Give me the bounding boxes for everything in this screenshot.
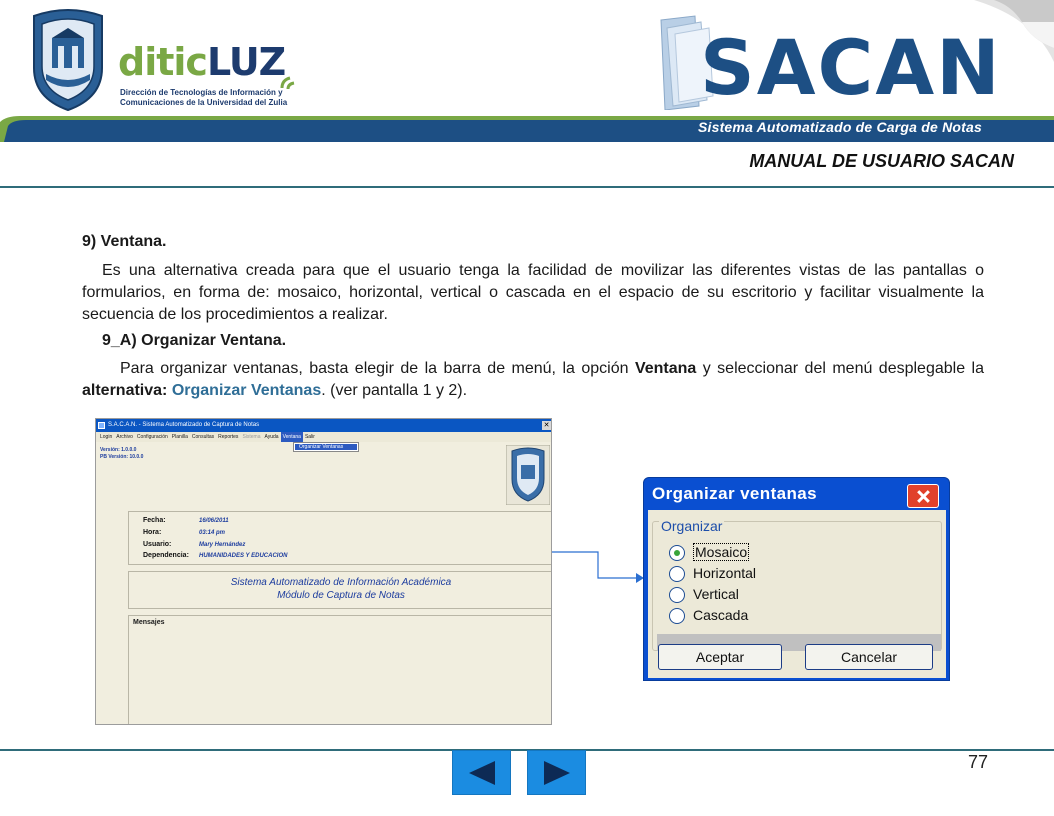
ditic-luz-logo — [118, 40, 318, 112]
close-icon[interactable] — [907, 484, 939, 508]
ditic-word: ditic — [118, 40, 207, 84]
radio-option-label: Horizontal — [693, 565, 757, 581]
app-menu-item[interactable]: Planilla — [171, 434, 188, 440]
radio-unchecked-icon[interactable] — [669, 566, 685, 582]
organizar-ventanas-dialog — [643, 477, 950, 681]
app-menu-item[interactable]: Archivo — [116, 434, 133, 440]
app-menu-item[interactable]: Salir — [304, 434, 315, 440]
next-page-button[interactable] — [527, 750, 586, 795]
section-title: 9) Ventana. — [82, 233, 167, 250]
menu-option-name: Ventana — [634, 360, 697, 377]
aceptar-button[interactable]: Aceptar — [658, 644, 782, 670]
app-menu-item[interactable]: Sistema — [242, 434, 261, 440]
radio-option-label: Mosaico — [695, 544, 748, 560]
hora-value: 03:14 pm — [199, 530, 226, 536]
app-menu-item[interactable]: Ayuda — [264, 434, 279, 440]
radio-option-label: Cascada — [693, 607, 749, 623]
app-menu-item[interactable]: Ventana — [282, 434, 301, 440]
manual-title: MANUAL DE USUARIO SACAN — [749, 151, 1014, 171]
dialog-body — [648, 510, 946, 678]
usuario-value: Mary Hernández — [199, 542, 246, 548]
app-menu-item[interactable]: Consultas — [191, 434, 215, 440]
app-title-bar: S.A.C.A.N. - Sistema Automatizado de Captura de Notas ✕ — [96, 419, 552, 432]
subsection-title: 9_A) Organizar Ventana. — [102, 332, 287, 349]
ditic-subtitle: Dirección de Tecnologías de Información y Comunicaciones de la Universidad del Zulia — [120, 88, 288, 107]
system-info-panel: Sistema Automatizado de Información Académica Módulo de Captura de Notas — [128, 571, 552, 609]
app-window-icon — [98, 422, 105, 429]
radio-unchecked-icon[interactable] — [669, 608, 685, 624]
connector-arrow-icon — [552, 550, 646, 584]
menu-item-organizar-ventanas[interactable]: Organizar Ventanas — [295, 444, 357, 450]
previous-page-button[interactable] — [452, 750, 511, 795]
header-band-text: Sistema Automatizado de Carga de Notas — [697, 119, 982, 135]
page-curl-icon — [974, 0, 1054, 62]
app-version-info: Versión: 1.0.0.0 PB Versión: 10.0.0 — [100, 447, 144, 460]
triangle-left-icon — [467, 760, 497, 786]
close-icon[interactable]: ✕ — [543, 422, 550, 429]
luz-word: LUZ — [206, 40, 286, 84]
user-info-panel: Fecha: 16/06/2011 Hora: 03:14 pm Usuario: Mary Hernández Dependencia: HUMANIDADES Y EDUCACION — [128, 511, 552, 565]
page-number: 77 — [968, 752, 989, 772]
messages-panel: Mensajes — [128, 615, 552, 725]
radio-option-label: Vertical — [693, 586, 739, 602]
page-header — [0, 0, 1054, 142]
university-seal-icon — [28, 8, 108, 112]
section-paragraph: Es una alternativa creada para que el usuario tenga la facilidad de movilizar las diferentes vistas de las pantallas o formularios, en forma de: mosaico, horizontal, vertical o cascada en el espacio de su escritorio y facilitar visualmente la secuencia de los procedimientos a realizar. — [82, 262, 984, 323]
university-seal-icon — [506, 445, 550, 505]
radio-unchecked-icon[interactable] — [669, 587, 685, 603]
radio-option[interactable] — [693, 586, 739, 602]
organizar-group — [652, 518, 942, 651]
group-label: Organizar — [661, 518, 723, 534]
fecha-value: 16/06/2011 — [199, 518, 229, 524]
app-screenshot — [95, 418, 552, 725]
ventana-dropdown — [293, 442, 359, 452]
instruction-paragraph: Para organizar ventanas, basta elegir de la barra de menú, la opción Ventana y seleccionar del menú desplegable la alternativa: Organizar Ventanas. (ver pantalla 1 y 2). — [82, 360, 985, 399]
radio-option[interactable] — [693, 565, 756, 581]
app-menu-item[interactable]: Reportes — [218, 434, 239, 440]
triangle-right-icon — [542, 760, 572, 786]
app-menu-bar — [96, 432, 552, 442]
highlighted-option: Organizar Ventanas — [171, 382, 322, 399]
radio-checked-icon[interactable] — [669, 545, 685, 561]
radio-option[interactable] — [693, 607, 748, 623]
app-menu-item[interactable]: Login — [100, 434, 113, 440]
sacan-logo: SACAN — [700, 23, 1002, 112]
header-divider — [0, 186, 1054, 188]
dialog-title: Organizar ventanas — [652, 484, 817, 503]
cancelar-button[interactable]: Cancelar — [805, 644, 933, 670]
dependencia-value: HUMANIDADES Y EDUCACION — [199, 553, 288, 559]
radio-option[interactable] — [693, 544, 749, 560]
app-menu-item[interactable]: Configuración — [136, 434, 168, 440]
